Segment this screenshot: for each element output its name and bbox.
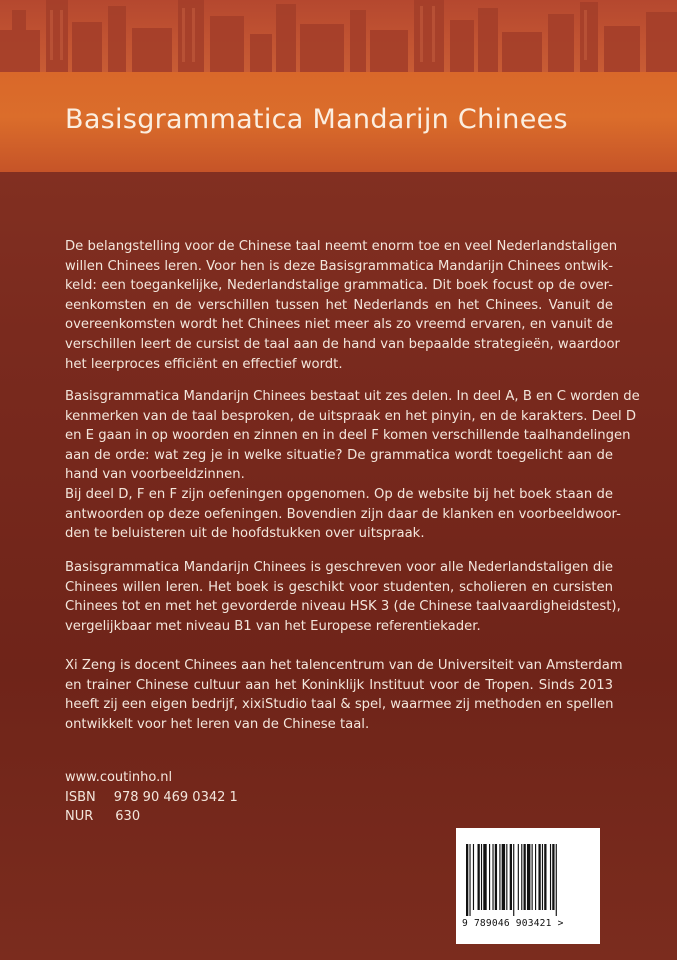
barcode-bar (527, 844, 530, 910)
barcode-bar (542, 844, 543, 910)
text-line: Bij deel D, F en F zijn oefeningen opgenomen. Op de website bij het boek staan de (65, 486, 613, 502)
city-skyline-photo (0, 0, 677, 72)
text-line: Chinees willen leren. Het boek is geschikt voor studenten, scholieren en cursisten (65, 579, 613, 595)
text-line: overeenkomsten wordt het Chinees niet meer als zo vreemd ervaren, en vanuit de (65, 317, 613, 333)
text-line: verschillen leert de cursist de taal aan de hand van bepaalde strategieën, waardoor (65, 336, 620, 352)
text-line: eenkomsten en de verschillen tussen het Nederlands en het Chinees. Vanuit de (65, 297, 613, 313)
text-line: het leerproces efficiënt en effectief wordt. (65, 356, 343, 372)
barcode-bar (483, 844, 486, 910)
barcode-bar (524, 844, 526, 910)
barcode-bar (506, 844, 507, 910)
barcode-bar (544, 844, 546, 910)
text-line: Xi Zeng is docent Chinees aan het talencentrum van de Universiteit van Amsterdam (65, 658, 623, 673)
text-line: kenmerken van de taal besproken, de uitspraak en het pinyin, en de karakters. Deel D (65, 408, 637, 424)
text-line: Basisgrammatica Mandarijn Chinees bestaat uit zes delen. In deel A, B en C worden de (65, 389, 640, 404)
skyline-silhouette (0, 0, 677, 72)
barcode-bar (521, 844, 522, 910)
text-line: den te beluisteren uit de hoofdstukken over uitspraak. (65, 526, 425, 542)
book-title: Basisgrammatica Mandarijn Chinees (65, 104, 568, 135)
text-line: Basisgrammatica Mandarijn Chinees is geschreven voor alle Nederlandstaligen die (65, 560, 613, 575)
barcode-bar (481, 844, 482, 910)
barcode-bar (473, 844, 474, 910)
description-paragraph-2 (65, 387, 640, 544)
text-line: willen Chinees leren. Voor hen is deze Basisgrammatica Mandarijn Chinees ontwik- (65, 258, 613, 274)
text-line: aan de orde: wat zeg je in welke situatie? De grammatica wordt toegelicht aan de (65, 447, 613, 463)
nur-label: NUR (65, 809, 94, 824)
text-line: keld: een toegankelijke, Nederlandstalige grammatica. Dit boek focust op de over- (65, 278, 613, 294)
barcode-bar (552, 844, 554, 910)
publisher-website: www.coutinho.nl (65, 770, 173, 785)
barcode-panel (456, 828, 600, 944)
barcode-bar (550, 844, 551, 910)
barcode-bar (492, 844, 493, 910)
text-line: De belangstelling voor de Chinese taal neemt enorm toe en veel Nederlandstaligen (65, 239, 618, 254)
text-line: ontwikkelt voor het leren van de Chinese taal. (65, 716, 370, 732)
nur-value: 630 (115, 809, 141, 824)
barcode-bar (532, 844, 533, 910)
text-line: Chinees tot en met het gevorderde niveau HSK 3 (de Chinese taalvaardigheidstest), (65, 599, 621, 615)
barcode-bar (538, 844, 540, 910)
barcode-bar (518, 844, 519, 910)
barcode-bar (513, 844, 514, 916)
barcode-bar (495, 844, 497, 910)
barcode-bar (478, 844, 480, 910)
barcode-bar (535, 844, 536, 910)
text-line: heeft zij een eigen bedrijf, xixiStudio taal & spel, waarmee zij methoden en spellen (65, 697, 614, 713)
barcode-digits: 9 789046 903421 > (462, 918, 564, 929)
nur-row (65, 807, 256, 827)
text-line: en trainer Chinese cultuur aan het Koninklijk Instituut voor de Tropen. Sinds 2013 (65, 677, 613, 693)
isbn-value: 978 90 469 0342 1 (113, 789, 238, 805)
publication-info (65, 768, 256, 827)
text-line: en E gaan in op woorden en zinnen en in deel F komen verschillende taalhandelingen (65, 428, 631, 444)
text-line: vergelijkbaar met niveau B1 van het Europese referentiekader. (65, 618, 481, 634)
barcode-bar (510, 844, 512, 910)
barcode-bar (502, 844, 505, 910)
barcode-icon (464, 844, 592, 916)
description-paragraph-3 (65, 558, 621, 636)
isbn-row (65, 788, 256, 808)
barcode-bar (466, 844, 468, 916)
barcode-bar (469, 844, 470, 916)
barcode-bar (489, 844, 490, 910)
text-line: hand van voorbeeldzinnen. (65, 467, 245, 483)
author-bio-paragraph (65, 656, 623, 734)
barcode-bar (556, 844, 557, 916)
description-paragraph-1 (65, 237, 620, 374)
text-line: antwoorden op deze oefeningen. Bovendien zijn daar de klanken en voorbeeldwoor- (65, 506, 621, 522)
barcode-bar (499, 844, 500, 910)
isbn-label: ISBN (65, 789, 96, 805)
